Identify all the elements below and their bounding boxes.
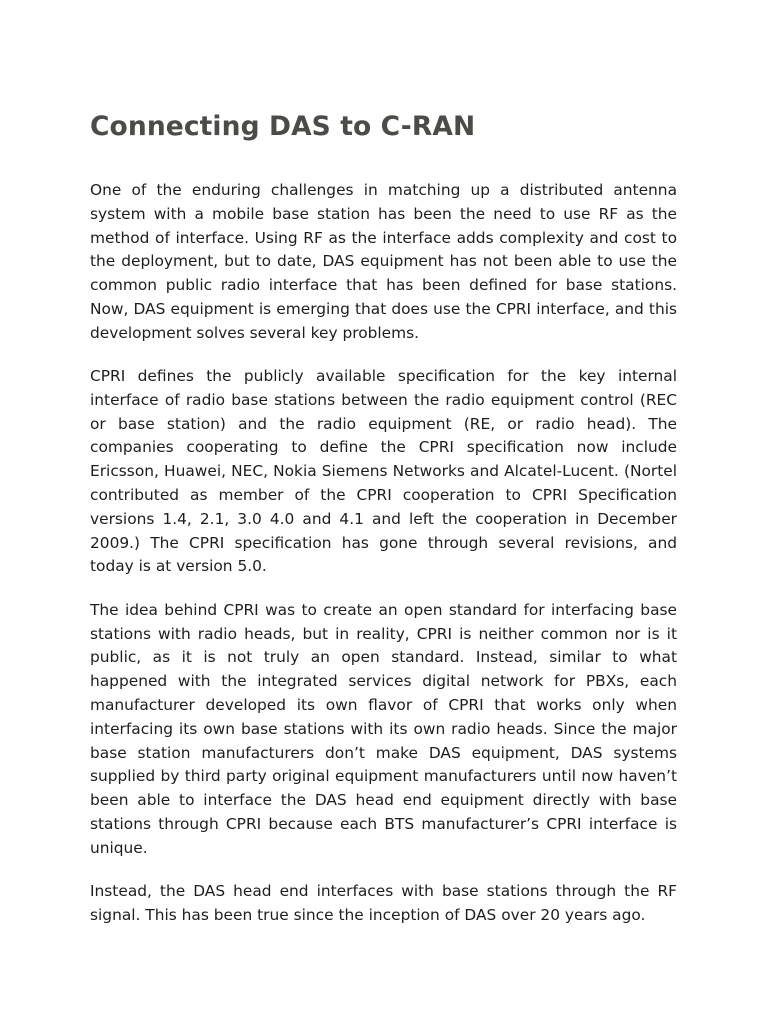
paragraph-3: The idea behind CPRI was to create an open standard for interfacing base stations with radio heads, but in reality, CPRI is neither common nor is it public, as it is not truly an open standard. Instead, similar to what happened with the integrated services digital network for PBXs, each manufacturer developed its own flavor of CPRI that works only when interfacing its own base stations with its own radio heads. Since the major base station manufacturers don’t make DAS equipment, DAS systems supplied by third party original equipment manufacturers until now haven’t been able to interface the DAS head end equipment directly with base stations through CPRI because each BTS manufacturer’s CPRI interface is unique.: [90, 600, 677, 857]
document-page: [90, 108, 677, 947]
paragraph-4: Instead, the DAS head end interfaces with base stations through the RF signal. This has been true since the inception of DAS over 20 years ago.: [90, 882, 677, 924]
paragraph-1: One of the enduring challenges in matching up a distributed antenna system with a mobile base station has been the need to use RF as the method of interface. Using RF as the interface adds complexity and cost to the deployment, but to date, DAS equipment has not been able to use the common public radio interface that has been defined for base stations. Now, DAS equipment is emerging that does use the CPRI interface, and this development solves several key problems.: [90, 181, 677, 342]
document-title: Connecting DAS to C-RAN: [90, 111, 476, 142]
paragraph-2: CPRI defines the publicly available specification for the key internal interface of radio base stations between the radio equipment control (REC or base station) and the radio equipment (RE, or radio head). The companies cooperating to define the CPRI specification now include Ericsson, Huawei, NEC, Nokia Siemens Networks and Alcatel-Lucent. (Nortel contributed as member of the CPRI cooperation to CPRI Specification versions 1.4, 2.1, 3.0 4.0 and 4.1 and left the cooperation in December 2009.) The CPRI specification has gone through several revisions, and today is at version 5.0.: [90, 367, 677, 576]
